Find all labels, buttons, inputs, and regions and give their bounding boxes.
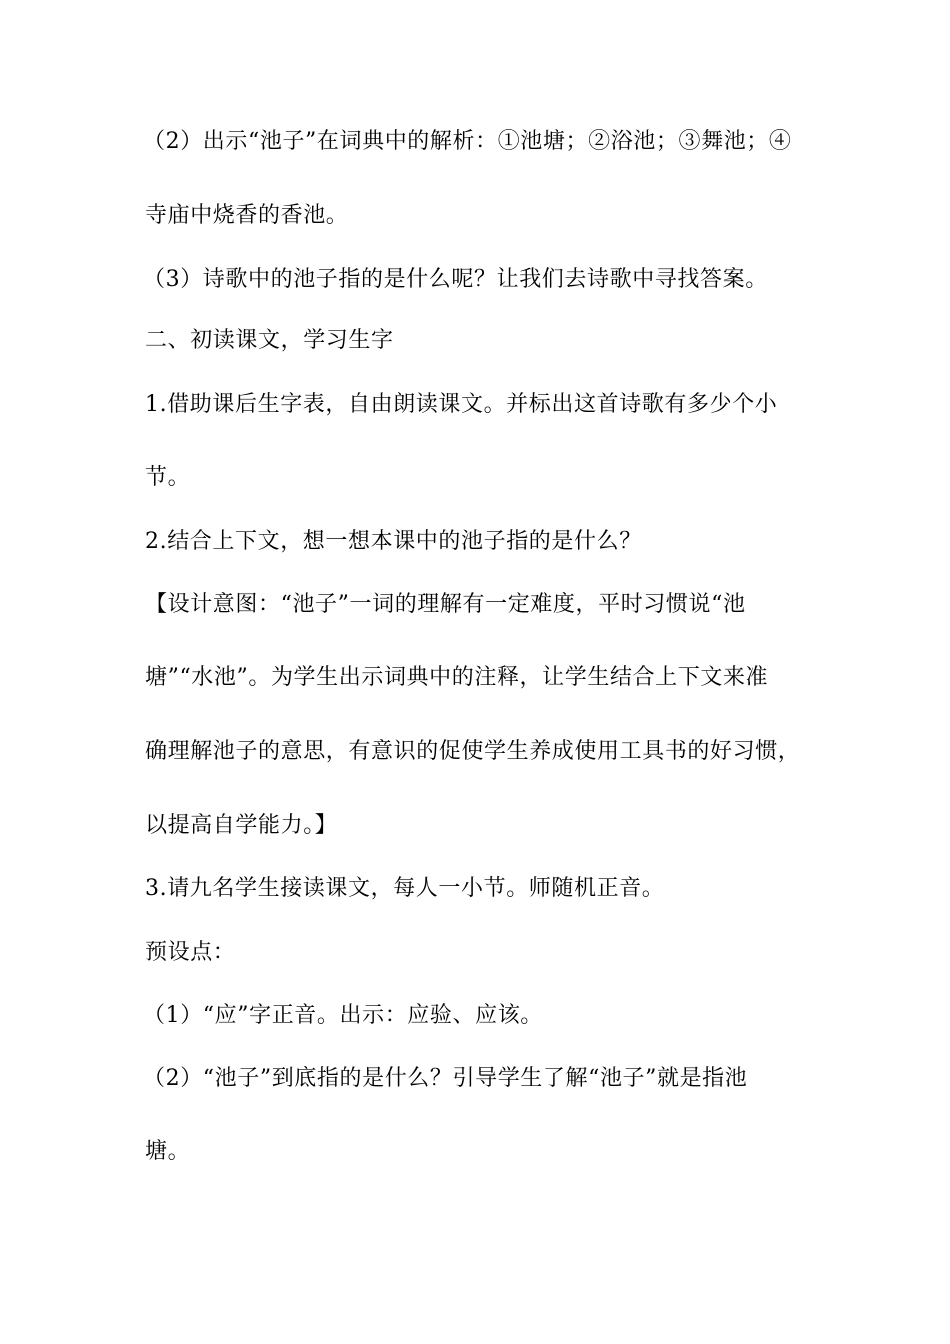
text-line-preset-2: （2）“池子”到底指的是什么？引导学生了解“池子”就是指池 [143,1066,748,1091]
text-line-dictionary-definition: （2）出示“池子”在词典中的解析：①池塘；②浴池；③舞池；④ [143,129,792,154]
text-line-design-intent-cont-3: 以提高自学能力。】 [145,813,338,838]
text-line-preset-2-cont: 塘。 [145,1139,191,1164]
text-line-design-intent-cont-2: 确理解池子的意思，有意识的促使学生养成使用工具书的好习惯， [145,739,801,764]
text-line-preset-1: （1）“应”字正音。出示：应验、应该。 [143,1003,543,1028]
text-line-design-intent: 【设计意图：“池子”一词的理解有一定难度，平时习惯说“池 [145,592,746,617]
text-line-preset-points: 预设点： [145,940,236,965]
text-line-step-3: 3.请九名学生接读课文，每人一小节。师随机正音。 [145,876,665,901]
text-line-step-2: 2.结合上下文，想一想本课中的池子指的是什么？ [145,529,642,554]
text-line-question-pond: （3）诗歌中的池子指的是什么呢？让我们去诗歌中寻找答案。 [143,267,768,292]
text-line-dictionary-definition-cont: 寺庙中烧香的香池。 [145,203,349,228]
text-line-design-intent-cont-1: 塘”“水池”。为学生出示词典中的注释，让学生结合上下文来准 [145,665,769,690]
section-heading-first-reading: 二、初读课文，学习生字 [145,328,394,353]
text-line-step-1: 1.借助课后生字表，自由朗读课文。并标出这首诗歌有多少个小 [145,392,778,417]
text-line-step-1-cont: 节。 [145,465,191,490]
